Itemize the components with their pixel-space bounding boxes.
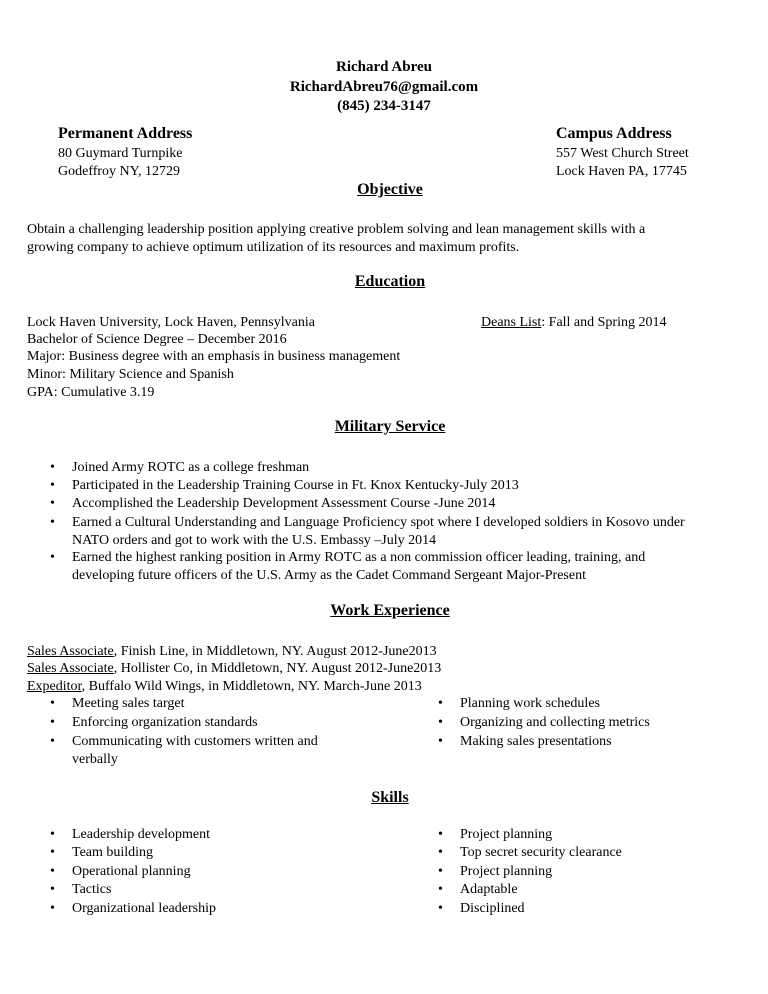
bullet-icon: • bbox=[438, 715, 443, 730]
bullet-icon: • bbox=[438, 734, 443, 749]
education-major: Major: Business degree with an emphasis in business management bbox=[27, 349, 401, 364]
bullet-icon: • bbox=[438, 882, 443, 897]
bullet-icon: • bbox=[438, 845, 443, 860]
permanent-address-title: Permanent Address bbox=[58, 125, 193, 142]
work-heading: Work Experience bbox=[330, 602, 450, 619]
skill-text: Top secret security clearance bbox=[460, 845, 622, 860]
bullet-icon: • bbox=[50, 901, 55, 916]
campus-address-title: Campus Address bbox=[556, 125, 672, 142]
bullet-icon: • bbox=[50, 696, 55, 711]
bullet-icon: • bbox=[50, 460, 55, 475]
bullet-icon: • bbox=[438, 696, 443, 711]
bullet-icon: • bbox=[50, 882, 55, 897]
skills-heading: Skills bbox=[371, 789, 409, 806]
objective-heading: Objective bbox=[357, 181, 423, 198]
bullet-icon: • bbox=[50, 715, 55, 730]
job-details: , Buffalo Wild Wings, in Middletown, NY. March-June 2013 bbox=[81, 679, 422, 694]
work-duty-text: Communicating with customers written and bbox=[72, 734, 318, 749]
military-item-text: Accomplished the Leadership Development Assessment Course -June 2014 bbox=[72, 496, 496, 511]
skill-text: Disciplined bbox=[460, 901, 525, 916]
bullet-icon: • bbox=[50, 515, 55, 530]
military-item-text: Earned the highest ranking position in Army ROTC as a non commission officer leading, training, and bbox=[72, 550, 646, 565]
job-entry bbox=[27, 678, 422, 696]
work-duty-text: Meeting sales target bbox=[72, 696, 185, 711]
job-details: , Finish Line, in Middletown, NY. August 2012-June2013 bbox=[113, 644, 437, 659]
military-heading: Military Service bbox=[334, 418, 446, 435]
objective-line1: Obtain a challenging leadership position applying creative problem solving and lean management skills with a bbox=[27, 222, 646, 237]
work-duty-text: Planning work schedules bbox=[460, 696, 600, 711]
bullet-icon: • bbox=[50, 496, 55, 511]
objective-line2: growing company to achieve optimum utilization of its resources and maximum profits. bbox=[27, 240, 520, 255]
skill-text: Organizational leadership bbox=[72, 901, 216, 916]
bullet-icon: • bbox=[50, 827, 55, 842]
bullet-icon: • bbox=[438, 827, 443, 842]
skill-text: Team building bbox=[72, 845, 154, 860]
skill-text: Tactics bbox=[72, 882, 112, 897]
skill-text: Project planning bbox=[460, 864, 553, 879]
work-duty-text: Organizing and collecting metrics bbox=[460, 715, 650, 730]
deans-list bbox=[481, 314, 667, 332]
candidate-name: Richard Abreu bbox=[336, 59, 432, 75]
permanent-address-line2: Godeffroy NY, 12729 bbox=[58, 164, 180, 179]
job-entry bbox=[27, 660, 441, 678]
education-university: Lock Haven University, Lock Haven, Pennsylvania bbox=[27, 315, 315, 330]
deans-list-label: Deans List bbox=[481, 315, 542, 330]
job-role: Sales Associate bbox=[27, 661, 114, 676]
military-item-text: Earned a Cultural Understanding and Language Proficiency spot where I developed soldiers in Kosovo under bbox=[72, 515, 685, 530]
education-minor: Minor: Military Science and Spanish bbox=[27, 367, 234, 382]
campus-address-line1: 557 West Church Street bbox=[556, 146, 689, 161]
bullet-icon: • bbox=[438, 864, 443, 879]
skill-text: Adaptable bbox=[460, 882, 518, 897]
job-entry bbox=[27, 643, 437, 661]
education-heading: Education bbox=[354, 273, 426, 290]
education-degree: Bachelor of Science Degree – December 2016 bbox=[27, 332, 287, 347]
skill-text: Project planning bbox=[460, 827, 553, 842]
bullet-icon: • bbox=[50, 478, 55, 493]
skill-text: Leadership development bbox=[72, 827, 211, 842]
job-role: Expeditor bbox=[27, 679, 82, 694]
skill-text: Operational planning bbox=[72, 864, 191, 879]
bullet-icon: • bbox=[50, 550, 55, 565]
candidate-phone: (845) 234-3147 bbox=[337, 98, 431, 114]
campus-address-line2: Lock Haven PA, 17745 bbox=[556, 164, 687, 179]
bullet-icon: • bbox=[50, 734, 55, 749]
permanent-address-line1: 80 Guymard Turnpike bbox=[58, 146, 183, 161]
job-role: Sales Associate bbox=[27, 644, 114, 659]
bullet-icon: • bbox=[50, 864, 55, 879]
military-item-text: Participated in the Leadership Training Course in Ft. Knox Kentucky-July 2013 bbox=[72, 478, 519, 493]
work-duty-text: Enforcing organization standards bbox=[72, 715, 258, 730]
candidate-email[interactable]: RichardAbreu76@gmail.com bbox=[289, 79, 479, 95]
education-gpa: GPA: Cumulative 3.19 bbox=[27, 385, 155, 400]
job-details: , Hollister Co, in Middletown, NY. August 2012-June2013 bbox=[113, 661, 442, 676]
military-item-text: Joined Army ROTC as a college freshman bbox=[72, 460, 310, 475]
work-duty-text-continued: verbally bbox=[72, 752, 118, 767]
bullet-icon: • bbox=[438, 901, 443, 916]
military-item-text-continued: developing future officers of the U.S. Army as the Cadet Command Sergeant Major-Present bbox=[72, 568, 586, 583]
bullet-icon: • bbox=[50, 845, 55, 860]
military-item-text-continued: NATO orders and got to work with the U.S. Embassy –July 2014 bbox=[72, 533, 437, 548]
work-duty-text: Making sales presentations bbox=[460, 734, 612, 749]
deans-list-value: : Fall and Spring 2014 bbox=[541, 315, 667, 330]
